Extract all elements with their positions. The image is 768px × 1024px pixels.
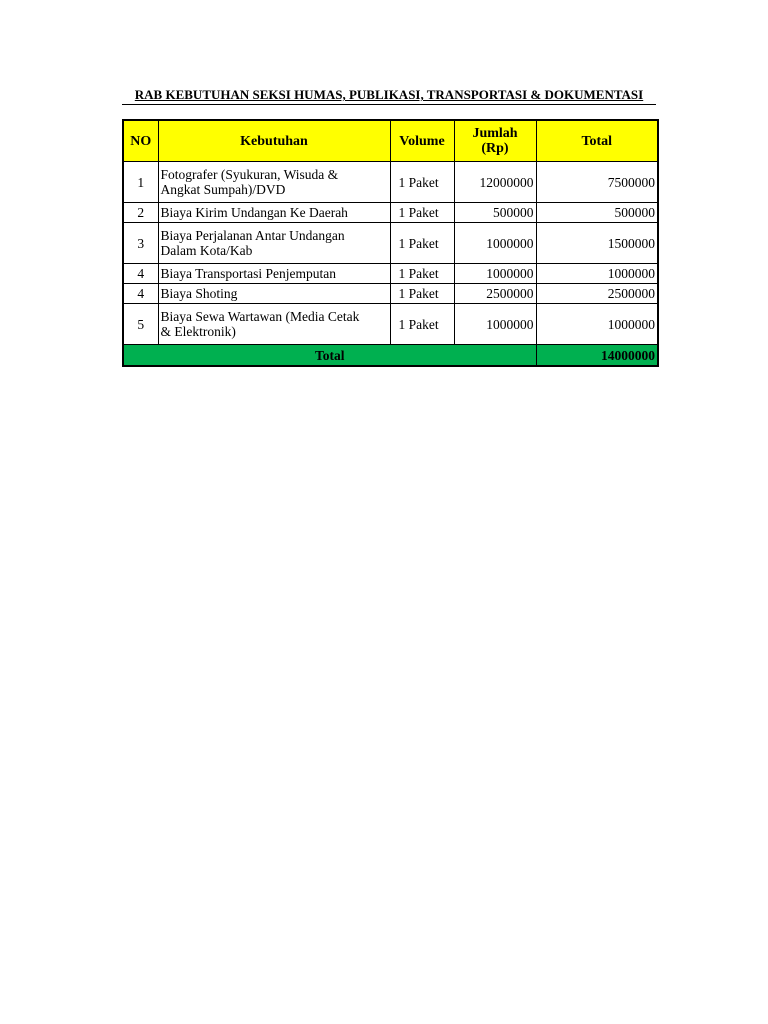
table-header-row	[123, 120, 658, 162]
cell-no: 4	[123, 284, 158, 304]
table-row	[123, 223, 658, 264]
cell-kebutuhan	[158, 223, 390, 264]
cell-no: 1	[123, 162, 158, 203]
total-row	[123, 345, 658, 367]
cell-volume: 1 Paket	[390, 264, 454, 284]
header-jumlah-line2: (Rp)	[481, 141, 509, 156]
cell-kebutuhan-line1: Fotografer (Syukuran, Wisuda &	[160, 167, 339, 182]
total-label: Total	[123, 345, 536, 367]
table-row	[123, 264, 658, 284]
cell-volume: 1 Paket	[390, 162, 454, 203]
cell-volume: 1 Paket	[390, 203, 454, 223]
cell-jumlah: 1000000	[454, 223, 536, 264]
cell-kebutuhan-line2: Angkat Sumpah)/DVD	[160, 182, 286, 197]
table-row	[123, 162, 658, 203]
header-jumlah-line1: Jumlah	[472, 126, 518, 141]
cell-total: 7500000	[536, 162, 658, 203]
cell-total: 1000000	[536, 304, 658, 345]
document-title-block	[122, 86, 656, 105]
cell-no: 3	[123, 223, 158, 264]
cell-jumlah: 1000000	[454, 304, 536, 345]
cell-no: 4	[123, 264, 158, 284]
cell-kebutuhan-line2: & Elektronik)	[160, 324, 236, 339]
header-no: NO	[123, 120, 158, 162]
cell-kebutuhan-line2: Dalam Kota/Kab	[160, 243, 253, 258]
cell-total: 2500000	[536, 284, 658, 304]
cell-kebutuhan: Biaya Transportasi Penjemputan	[158, 264, 390, 284]
document-title: RAB KEBUTUHAN SEKSI HUMAS, PUBLIKASI, TRANSPORTASI & DOKUMENTASI	[134, 87, 644, 102]
cell-jumlah: 500000	[454, 203, 536, 223]
table-row	[123, 304, 658, 345]
cell-volume: 1 Paket	[390, 304, 454, 345]
cell-kebutuhan	[158, 304, 390, 345]
header-kebutuhan: Kebutuhan	[158, 120, 390, 162]
cell-kebutuhan-line1: Biaya Perjalanan Antar Undangan	[160, 228, 345, 243]
header-jumlah	[454, 120, 536, 162]
cell-volume: 1 Paket	[390, 284, 454, 304]
header-volume: Volume	[390, 120, 454, 162]
table-row	[123, 203, 658, 223]
cell-total: 1500000	[536, 223, 658, 264]
budget-table	[122, 119, 659, 367]
header-total: Total	[536, 120, 658, 162]
cell-volume: 1 Paket	[390, 223, 454, 264]
cell-jumlah: 2500000	[454, 284, 536, 304]
cell-total: 1000000	[536, 264, 658, 284]
cell-jumlah: 12000000	[454, 162, 536, 203]
cell-kebutuhan-line1: Biaya Sewa Wartawan (Media Cetak	[160, 309, 360, 324]
cell-no: 2	[123, 203, 158, 223]
cell-no: 5	[123, 304, 158, 345]
table-row	[123, 284, 658, 304]
total-value: 14000000	[536, 345, 658, 367]
cell-kebutuhan	[158, 162, 390, 203]
title-underline-rule	[122, 104, 656, 105]
cell-total: 500000	[536, 203, 658, 223]
cell-kebutuhan: Biaya Kirim Undangan Ke Daerah	[158, 203, 390, 223]
cell-kebutuhan: Biaya Shoting	[158, 284, 390, 304]
cell-jumlah: 1000000	[454, 264, 536, 284]
